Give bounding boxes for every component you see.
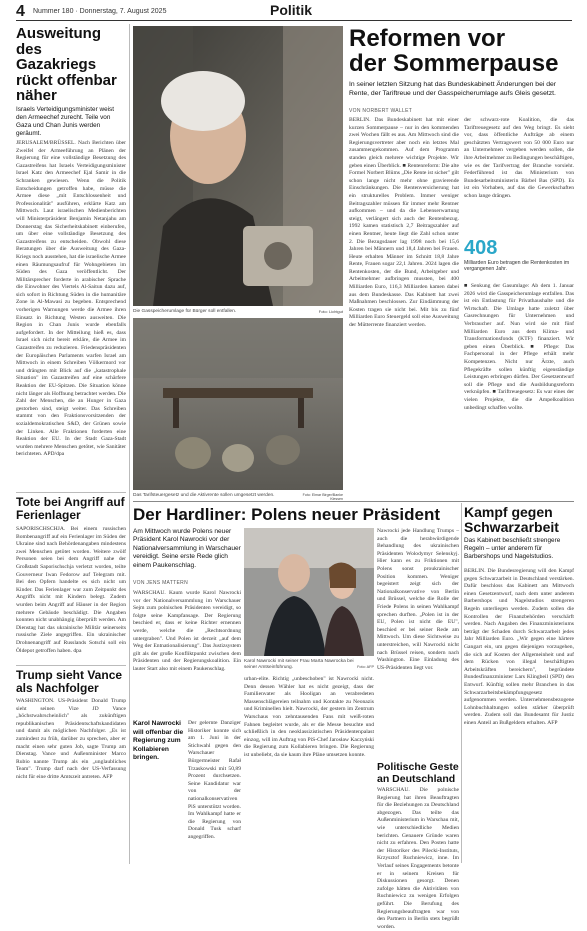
reform-headline-line2: der Sommerpause (349, 50, 559, 77)
bench-photo-caption: Das Tarifsteuergesetz und die Aktivrente sollen umgesetzt werden. (133, 493, 275, 498)
reform-body-col1: BERLIN. Das Bundeskabinett hat mit einer kurzen Sommerpause – nur in den kommenden zwei Wochen fällt es aus. Am Mittwoch sind die Regierungsvertreter aber noch ein letztes Mal zusammengekommen. Auf dem Programm standen gleich mehrere wichtige Projekte. Wir geben einen Überblick. ■ Rentenreform: Die alte Formel Norbert Blüms „Die Rente ist sicher" gilt schon lange nicht mehr ohne gravierende Einschränkungen. Die Rentenversicherung hat ein strukturelles Problem. Immer weniger Beitragszahler müssen für immer mehr Rentner aufkommen – und da die Lebenserwartung steigt, verlängert sich auch der Rentenbezug. 1992 kamen statistisch 2,7 Beitragszahler auf einen Rentner, heute liegt die Zahl schon unter 2. Die Bezugsdauer lag 1998 noch bei 15,6 Jahren bei Männern und 18,4 Jahren bei Frauen. Heute erhalten Männer im Schnitt 18,8 Jahre Rente, Frauen sogar 22,1 Jahren. 2024 lagen die Rentenkosten, der die Bund, Arbeitgeber und Arbeitnehmer aufbringen mussten, bei 400 Milliarden Euro, 116,3 Milliarden kamen dabei aus dem Bundeskasse. Das Kabinett hat zwei Maßnahmen beschlossen. Zur Eindämmung der Kosten tragen sie nicht bei. Mit bis zu fünf Milliarden Euro Steuergeld soll eine Ausweitung der Mütterrente finanziert werden. (349, 117, 459, 329)
bench-photo-image (133, 318, 343, 490)
gas-photo-credit: Foto: Lichtgut (318, 309, 343, 314)
bench-photo-credit: Foto: Elmar Birger/Banke Klessen (302, 493, 343, 501)
gas-photo-image (133, 26, 343, 306)
gaza-lede: Israels Verteidigungsminister weist den Armeechef zurecht. Teile von Gaza und Chan Junis werden geräumt. (16, 106, 115, 137)
issue-line: Nummer 180 · Donnerstag, 7. August 2025 (33, 8, 167, 15)
reform-lede: In seiner letzten Sitzung hat das Bundeskabinett Änderungen bei der Rente, der Tariftreue und der Gasspeicherumlage aufs Gleis gesetzt. (349, 81, 557, 97)
hardliner-body-col3: Nawrocki jede Handlung Trumps – auch die herabwürdigende Behandlung des ukrainischen Präsidenten Wolodymyr Selenskyj. Hier kann es zu Friktionen mit Polens sonst proukrainischer Position kommen. Weniger begeistert zeigt sich der Nationalkonservative von Berlin und Brüssel, welche die Rolle der Friede Polens in seinen Wahlkampf sprechen durften. „Polen ist in der EU, Polen ist nicht die EU", beschied er bei seiner Rede am Mittwoch. Um diese Sichtweise zu unterstreichen, will Nawrocki nicht nach Brüssel reisen, sondern nach Washington. Eine Einladung des US-Präsidenten liegt vor. (377, 528, 459, 671)
reform-body-col2: der schwarz-rote Koalition, die das Tariftreuegesetz auf den Weg bringt. Es sieht vor, dass öffentliche Aufträge ab einem geschätzten Vertragswert von 50 000 Euro nur an Unternehmen vergeben werden sollen, die ihre Arbeitnehmer zu Bedingungen beschäftigen, wie es der Tarifvertrag der Branche vorsieht. Federführend ist das Ministerium von Bundesarbeitsministerin Bärbel Bas (SPD). Es ist ein Vorhaben, auf das die Gewerkschaften schon lange drängen. (464, 117, 574, 199)
section-title: Politik (270, 2, 313, 18)
column-divider (129, 24, 130, 864)
divider (16, 665, 126, 666)
tote-headline: Tote bei Angriff auf Ferienlager (16, 495, 125, 522)
stat-box (464, 238, 574, 273)
gas-photo-caption: Die Gasspeicherumlage für Bürger soll entfallen. (133, 309, 237, 314)
stat-number: 408 (464, 237, 498, 259)
nawrocki-photo-image (244, 528, 374, 656)
nawrocki-photo-credit: Foto: AFP (357, 665, 374, 669)
reform-body-col2-cont: ■ Senkung der Gasumlage: Ab dem 1. Januar 2026 wird die Gasspeicherumlage entfallen. Das ist ein Entlastung für Privathaushalte und die Wirtschaft. Die Umlage hatte zuletzt über Gasrechnungen für Unternehmen und Verbraucher auf. Nun wird sie mit fünf Milliarden Euro aus dem Klima- und Transformationsfonds (KTF) finanziert. Wir geben einen Überblick. ■ Pflege: Das Fachpersonal in der Pflege erhält mehr Kompetenzen. Nicht nur Ärzte, auch Pflegekräfte sollen künftig eigenständige Leistungen erbringen dürfen. Der Gesetzentwurf soll die Pflege und die Ausbildungsreform verknüpfen. ■ Tariftreuegesetz: Es war eines der vielen Projekte, die die Ampelkoalition unbedingt schaffen wollte. (464, 283, 574, 411)
nawrocki-photo (244, 528, 374, 656)
hardliner-byline: VON JENS MATTERN (133, 580, 188, 586)
column-divider (461, 503, 462, 863)
stat-text: Milliarden Euro betragen die Rentenkosten im vergangenen Jahr. (464, 260, 570, 273)
hardliner-pull-quote: Karol Nawrocki will offenbar die Regierung zum Kollabieren bringen. (133, 720, 184, 762)
hardliner-headline: Der Hardliner: Polens neuer Präsident (133, 505, 441, 524)
hardliner-body-col2: urban-elite. Richtig „unbeschoben" ist Nawrocki nicht. Denn dessen Wähler hat es nicht gezeigt, dass der Familienvater als Hooligan an verabredeten Massenschlägereien teilnahm und Kontakte zu Neonazis und Kriminellen hielt. Nawrocki, der gestern im Zentrum Warschaus von zehntausenden Fans mit weiß-roten Fahnen begleitet wurde, als er die Messe besuchte und schließlich in den neoklassizistischen Präsidentenpalast einzog, will im Auftrag von PiS-Chef Jarosław Kaczyński die Regierung zum Kollabieren bringen. Die Regierung ist unbeliebt, da sie kaum ihre Pläne umsetzen konnte. (244, 676, 374, 758)
nawrocki-photo-caption: Karol Nawrocki mit seiner Frau Marta Nawrocka bei seiner Amtseinführung. (244, 659, 354, 670)
bench-photo (133, 318, 343, 490)
divider (16, 492, 126, 493)
gaza-headline: Ausweitung des Gazakriegs rückt offenbar näher (16, 25, 117, 104)
kampf-body: BERLIN. Die Bundesregierung will den Kampf gegen Schwarzarbeit in Deutschland verstärken. Dafür beschloss das Kabinett am Mittwoch einen Gesetzentwurf, nach dem unter anderem Barbershops und Nagelstudios strengeren Regeln unterliegen werden. Zudem sollen die Kontrollen der Finanzbehörden verschärft werden. Nach Angaben des Finanzministeriums beträgt der Schaden durch Schwarzarbeit jedes Jahr Milliarden Euro. „Wir gegen eine härtere Gangart ein, um gegen diejenigen vorzugehen, die sich auf Kosten der Allgemeinheit und auf dem Rücken von illegal beschäftigten Arbeitskräften bereichern", begründete Bundesfinanzminister Lars Klingbeil (SPD) den Entwurf. Künftig sollen mehr Branchen in das Schwarzarbeitsbekämpfungsgesetz aufgenommen werden. Unternehmensbezogene Lohnbuchhaltungen sollen stärker überprüft werden. Zudem soll das Bundesamt für Justiz einen Anteil an Bußgeldern erhalten. AFP (464, 568, 574, 726)
gaza-body: JERUSALEM/BRÜSSEL. Nach Berichten über Zweifel der Armeeführung an Plänen der Regierung für eine vollständige Besetzung des Gazastreifens hat Israels Verteidigungsminister Israel Katz den Armeechef Ejal Samir in die Schranken gewiesen. Wenn die Politik Entscheidungen getroffen habe, müsse die Armee diese „mit Entschlossenheit und Professionalität" ausführen, erklärte Katz am Mittwoch. Laut israelischen Medienberichten will Ministerpräsident Benjamin Netanjahu am Donnerstag das Sicherheitskabinett einberufen, um über eine vollständige Besetzung des Gazastreifens zu entscheiden. Obwohl diese Beratungen über die Ausweitung des Gaza-Kriegs noch ausstehen, hat die israelische Armee einen Räumungsaufruf für Wohngebieten im Süden des Gaza veröffentlicht. Der Militärsprecher forderte in arabischer Sprache die Einwohner des Viertels Al-Saitun dazu auf, sich sofort in Richtung Süden in die humanitäre Zone in Al-Mawasi zu begeben. Entsprechend vorherigen Warnungen werde die Armee ihren Einsatz in Richtung Westen ausweiten. Die Region in Chan Junis wurde ebenfalls aufgefordert. In der Mitteilung hieß es, dass Israel sich nicht bereit erkläre, die Armee im Gazastreifen zu reduzieren. Friedenspräsidenten der Europäischen Parlaments warfen Israel am Mittwoch in einem Schreiben Völkermord vor und drängten mit Blick auf die „katastrophale Situation" im Gazastreifen auf eine schärfere Reaktion der EU-Spitzen. Die Situation könne nicht länger als Hoffnung betrachtet werden. Die Zahl der Menschen, die an Hunger in Gaza gestorben sind, steigt weiter. Das Schreiben stammt von den Fraktionsvorsitzenden der sozialdemokratischen S&D, der Grünen sowie der Linken. Alle Fraktionen forderten eine Reaktion der EU. In der Stadt Gaza-Stadt wurden mehrere Menschen getötet, wie Sanitäter berichteten. APD/dpa (16, 140, 126, 458)
hardliner-body-col1b: Der gelernte Danziger Historiker konnte sich am 1. Juni in der Stichwahl gegen den Warschauer Bürgermeister Rafał Trzaskowski mit 50,89 Prozent durchsetzen. Seine Kandidatur war von der nationalkonservativen PiS unterstützt worden. Im Wahlkampf hatte er die Regierung von Donald Tusk scharf angegriffen. (188, 720, 241, 840)
gas-photo (133, 26, 343, 306)
page-number: 4 (16, 3, 25, 20)
reform-headline-line1: Reformen vor (349, 25, 506, 52)
trump-headline: Trump sieht Vance als Nachfolger (16, 668, 123, 695)
reform-byline: VON NORBERT WALLET (349, 108, 413, 114)
hardliner-body-col1: WARSCHAU. Kaum wurde Karol Nawrocki vor der Nationalversammlung im Warschauer Sejm zum polnischen Präsidenten vereidigt, so folgte seine Kampfansage. Der Regierung beschied er, dass er keine Richter ernennen werde, welche die „Rechtsordnung untergraben". Und Polen ist derzeit „auf dem Weg der Entnationalisierung". Das Justizsystem gilt als der große Konfliktpunkt zwischen dem Präsidenten und der Regierungskoalition. Ein lauter Start also mit einem Paukenschlag. (133, 590, 241, 672)
header-rule (16, 20, 572, 21)
hardliner-lede: Am Mittwoch wurde Polens neuer Präsident Karol Nawrocki vor der Nationalversammlung in Warschauer vereidigt. Seine erste Rede glich einem Paukenschlag. (133, 528, 241, 569)
section-rule (133, 501, 574, 502)
geste-body: WARSCHAU. Die polnische Regierung hat ihren Beauftragten für die Beziehungen zu Deutschland abgezogen. Das teilte das Außenministerium in Warschau mit, wie unterschiedliche Medien berichten. Genauere Gründe waren nicht zu erfahren. Den Posten hatte der Historiker des Pilecki-Instituts, Krzysztof Ruchniewicz, inne. Im Verlauf seines Engagements betonte er in seinem Kreisen für Diskussionen gesorgt. Denen zufolge hätten die Aktivitäten von Ruchniewicz zu wenigen Erfolgen geführt. Die Berufung des Regierungsbeauftragten war von den Partnern in Berlin stets begrüßt worden. (377, 787, 459, 930)
kampf-lede: Das Kabinett beschließt strengere Regeln – unter anderem für Barbershops und Nagelstudios. (464, 537, 561, 560)
trump-body: WASHINGTON. US-Präsident Donald Trump sieht seinen Vize JD Vance „höchstwahrscheinlich" als zukünftigen republikanischen Präsidentschaftskandidaten und damit als möglichen Nachfolger. „Es ist zumindest zu früh, darüber zu sprechen, aber er macht einen sehr guten Job, sagte Trump am Dienstag. Vance und Außenminister Marco Rubio nannte Trump als ein „unglaubliches Team". Trump darf nach der US-Verfassung nicht für eine dritte Amtszeit antreten. AFP (16, 698, 126, 780)
geste-headline: Politische Geste an Deutschland (377, 761, 459, 785)
reform-headline (349, 26, 574, 76)
tote-body: SAPORISCHSCHJA. Bei einem russischen Bombenangriff auf ein Ferienlager im Süden der Ukraine sind nach Behördenangaben mindestens zwei Menschen getötet worden. Weitere zwölf Personen seien bei dem Angriff nahe der Großstadt Saporischschja verletzt worden, teilte Gouverneur Iwan Fedorow auf Telegram mit. Bei den Opfern handelte es sich nicht um Kinder. Das Ferienlager war zum Zeitpunkt des Angriffs nicht mit Kindern belegt. Zudem wurden beim Angriff auf Häuser in der Region mehrere Gebäude beschädigt. Die Angaben konnten nicht unabhängig überprüft werden. Am Dienstag hat das ukrainische Militär seinerseits russische Ziele angegriffen. Ein ukrainischer Drohnenangriff auf Russlands Sotschi soll ein Öldepot getroffen haben. dpa (16, 526, 126, 654)
kampf-headline: Kampf gegen Schwarzarbeit (464, 504, 559, 535)
